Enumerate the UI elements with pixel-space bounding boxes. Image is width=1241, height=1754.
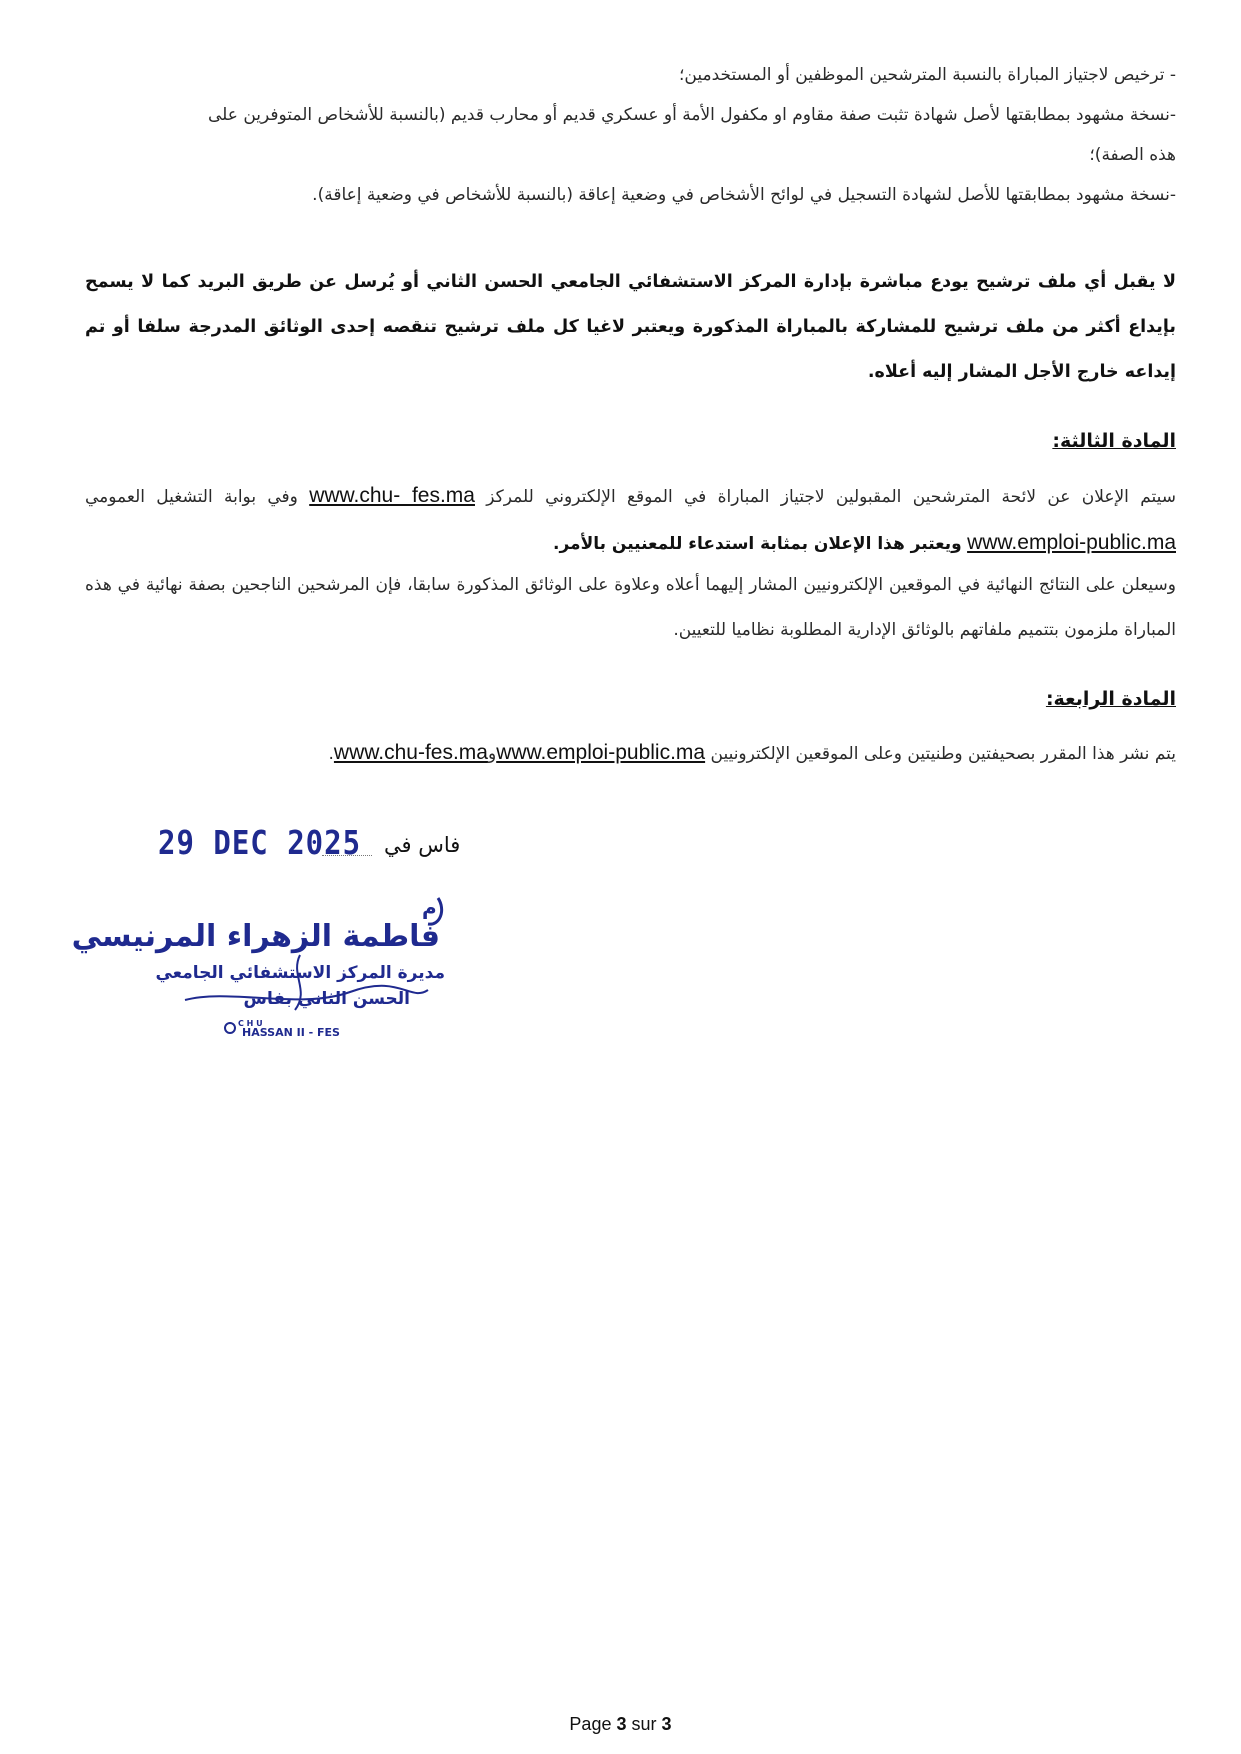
article-3-text-a: سيتم الإعلان عن لائحة المترشحين المقبولين لاجتياز المباراة في الموقع الإلكتروني للمركز xyxy=(486,487,1177,507)
footer-page-word: Page xyxy=(569,1714,612,1734)
article-3-text-b: وفي بوابة التشغيل العمومي xyxy=(85,487,298,507)
submission-notice: لا يقبل أي ملف ترشيح يودع مباشرة بإدارة المركز الاستشفائي الجامعي الحسن الثاني أو يُرسل عن طريق البريد كما لا يسمح بإيداع أكثر من ملف ترشيح للمشاركة بالمباراة المذكورة ويعتبر لاغيا كل ملف ترشيح تنقصه إحدى الوثائق المدرجة سلفا أو تم إيداعه خارج الأجل المشار إليه أعلاه. xyxy=(85,272,1176,382)
stamp-initial: م xyxy=(422,895,437,919)
emploi-public-link[interactable]: www.emploi-public.ma xyxy=(967,531,1176,554)
chu-website-link[interactable]: www.chu- fes.ma xyxy=(309,484,475,507)
footer-sep: sur xyxy=(631,1714,657,1734)
footer-total-pages: 3 xyxy=(661,1714,672,1734)
article-4-heading: المادة الرابعة: xyxy=(1045,688,1176,710)
signature-place: فاس في xyxy=(384,833,461,857)
article-3-bold-text: ويعتبر هذا الإعلان بمثابة استدعاء للمعنيين بالأمر. xyxy=(553,534,962,554)
article-3-paragraph-1 xyxy=(85,473,1176,567)
seal-letters: C H U xyxy=(238,1019,263,1028)
footer-current-page: 3 xyxy=(616,1714,627,1734)
stamp-role-2: الحسن الثاني بفاس xyxy=(243,989,410,1009)
article-4-end: . xyxy=(328,744,334,764)
emploi-public-link-2[interactable]: www.emploi-public.ma xyxy=(496,741,706,764)
requirement-resistance-certificate-cont: هذه الصفة)؛ xyxy=(1089,145,1176,165)
article-3-paragraph-2: وسيعلن على النتائج النهائية في الموقعين الإلكترونيين المشار إليهما أعلاه وعلاوة على الوثائق المذكورة سابقا، فإن المرشحين الناجحين بصفة نهائية في هذه المباراة ملزمون بتتميم ملفاتهم بالوثائق الإدارية المطلوبة نظاميا للتعيين. xyxy=(85,575,1176,640)
stamp-name: فاطمة الزهراء المرنيسي xyxy=(71,919,440,954)
article-4-and: و xyxy=(487,744,497,764)
article-4-paragraph xyxy=(85,740,1176,767)
official-stamp xyxy=(71,880,470,1040)
seal-flower-icon xyxy=(225,1023,235,1033)
requirement-authorization: - ترخيص لاجتياز المباراة بالنسبة المترشحين الموظفين أو المستخدمين؛ xyxy=(679,65,1176,85)
requirement-disability-certificate: -نسخة مشهود بمطابقتها للأصل لشهادة التسجيل في لوائح الأشخاص في وضعية إعاقة (بالنسبة للأشخاص في وضعية إعاقة). xyxy=(312,185,1176,205)
page-footer xyxy=(0,1714,1241,1735)
article-4-text: يتم نشر هذا المقرر بصحيفتين وطنيتين وعلى الموقعين الإلكترونيين xyxy=(710,744,1176,764)
seal-text: HASSAN II - FES xyxy=(242,1026,340,1039)
date-stamp: 29 DEC 2025 xyxy=(158,823,362,863)
stamp-role-1: مديرة المركز الاستشفائي الجامعي xyxy=(155,963,445,983)
date-dotted-line xyxy=(322,855,372,856)
requirement-resistance-certificate: -نسخة مشهود بمطابقتها لأصل شهادة تثبت صفة مقاوم او مكفول الأمة أو عسكري قديم أو محارب قديم (بالنسبة للأشخاص المتوفرين على xyxy=(207,105,1176,125)
article-3-heading: المادة الثالثة: xyxy=(1052,430,1176,452)
chu-website-link-2[interactable]: www.chu-fes.ma xyxy=(333,741,488,764)
